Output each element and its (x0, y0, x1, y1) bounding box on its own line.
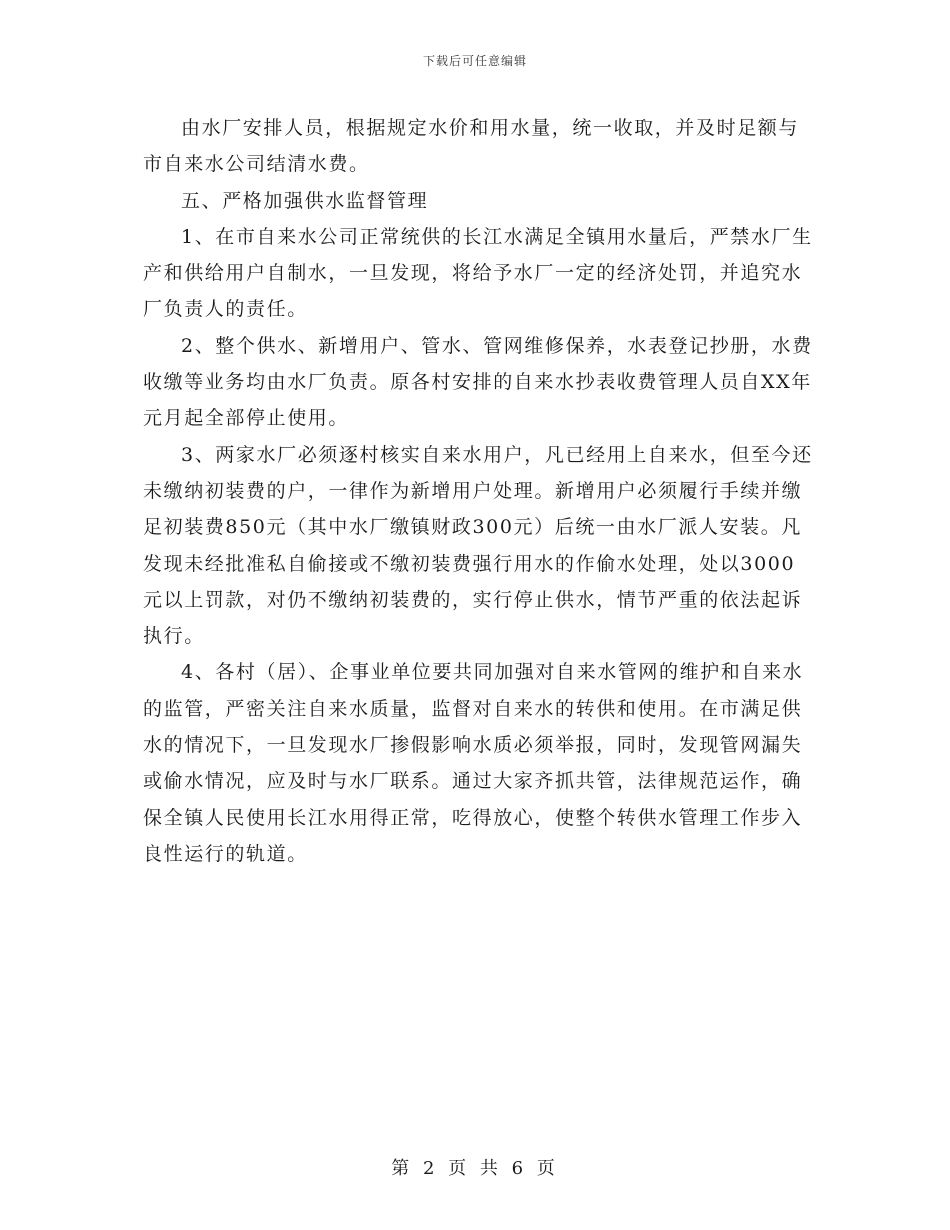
paragraph-item-1: 1、在市自来水公司正常统供的长江水满足全镇用水量后，严禁水厂生产和供给用户自制水，一旦发现，将给予水厂一定的经济处罚，并追究水厂负责人的责任。 (143, 225, 813, 321)
page-number-footer: 第 2 页 共 6 页 (391, 1158, 559, 1179)
section-heading: 五、严格加强供水监督管理 (181, 189, 429, 212)
paragraph-item-3: 3、两家水厂必须逐村核实自来水用户，凡已经用上自来水，但至今还未缴纳初装费的户，一律作为新增用户处理。新增用户必须履行手续并缴足初装费850元（其中水厂缴镇财政300元）后统一由水厂派人安装。凡发现未经批准私自偷接或不缴初装费强行用水的作偷水处理，处以3000元以上罚款，对仍不缴纳初装费的，实行停止供水，情节严重的依法起诉执行。 (143, 443, 813, 648)
paragraph-water-fee-collection: 由水厂安排人员，根据规定水价和用水量，统一收取，并及时足额与市自来水公司结清水费。 (143, 117, 800, 176)
paragraph-item-2: 2、整个供水、新增用户、管水、管网维修保养，水表登记抄册，水费收缴等业务均由水厂负责。原各村安排的自来水抄表收费管理人员自XX年元月起全部停止使用。 (143, 334, 813, 430)
paragraph-item-4: 4、各村（居）、企事业单位要共同加强对自来水管网的维护和自来水的监管，严密关注自来水质量，监督对自来水的转供和使用。在市满足供水的情况下，一旦发现水厂掺假影响水质必须举报，同时，发现管网漏失或偷水情况，应及时与水厂联系。通过大家齐抓共管，法律规范运作，确保全镇人民使用长江水用得正常，吃得放心，使整个转供水管理工作步入良性运行的轨道。 (143, 661, 804, 865)
header-note: 下载后可任意编辑 (422, 54, 527, 68)
document-body (143, 110, 813, 872)
